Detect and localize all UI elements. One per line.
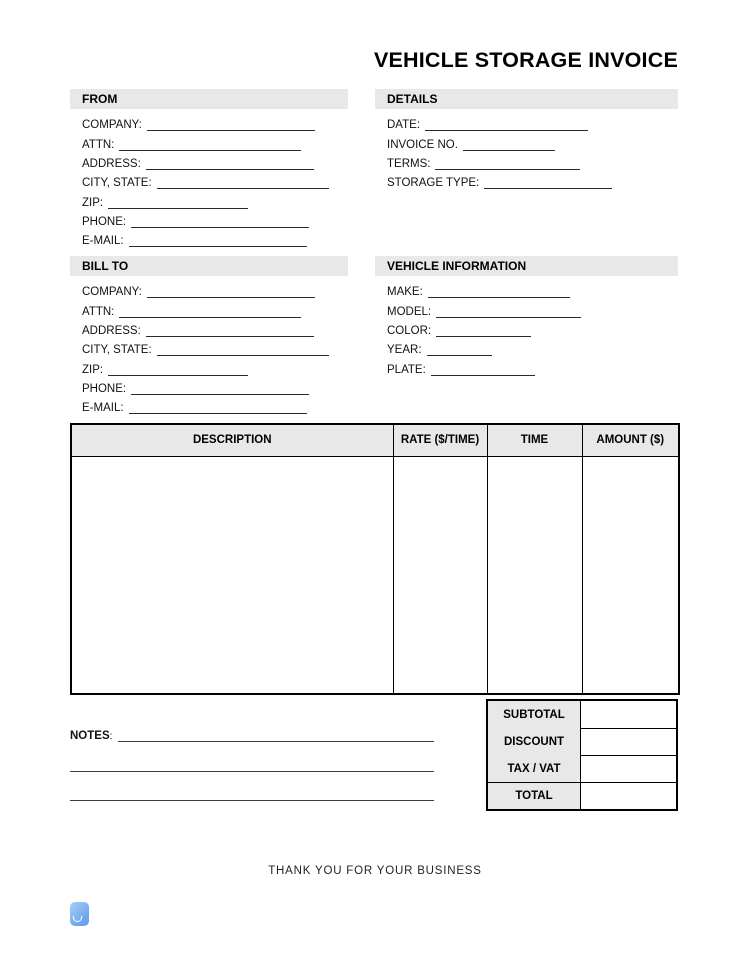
smile-app-logo-icon (70, 902, 89, 926)
field-label: PLATE: (387, 363, 426, 376)
discount-value-cell[interactable] (581, 728, 676, 755)
field-city-state (82, 337, 348, 356)
field-attn (82, 298, 348, 317)
vehicle-fields (375, 279, 678, 376)
field-zip (82, 189, 348, 208)
notes-row-2 (70, 742, 434, 771)
notes-section (70, 713, 434, 801)
field-label: ADDRESS: (82, 158, 141, 171)
field-email (82, 228, 348, 247)
field-zip (82, 356, 348, 375)
field-plate (387, 356, 678, 375)
notes-line[interactable] (118, 730, 434, 742)
field-address (82, 151, 348, 170)
blank-line[interactable] (146, 157, 314, 170)
field-label: ZIP: (82, 196, 104, 209)
field-company (82, 279, 348, 298)
field-attn (82, 131, 348, 150)
details-fields (375, 112, 678, 189)
subtotal-label: SUBTOTAL (488, 701, 581, 728)
subtotal-value-cell[interactable] (581, 701, 676, 728)
field-storage-type (387, 170, 678, 189)
field-label: TERMS: (387, 158, 431, 171)
blank-line[interactable] (157, 343, 329, 356)
from-fields (70, 112, 348, 247)
blank-line[interactable] (147, 118, 315, 131)
total-label: TOTAL (488, 783, 581, 809)
details-section (375, 89, 678, 189)
field-city-state (82, 170, 348, 189)
field-label: PHONE: (82, 216, 127, 229)
blank-line[interactable] (431, 363, 535, 376)
field-label: ZIP: (82, 363, 104, 376)
discount-label: DISCOUNT (488, 728, 581, 755)
notes-label: NOTES: (70, 730, 113, 743)
bill-to-section (70, 256, 348, 414)
total-row (488, 782, 676, 809)
blank-line[interactable] (119, 138, 301, 151)
column-header-description: DESCRIPTION (71, 424, 393, 456)
rate-cell[interactable] (393, 456, 487, 694)
blank-line[interactable] (146, 324, 314, 337)
details-section-header: DETAILS (375, 89, 678, 109)
vehicle-information-section (375, 256, 678, 376)
blank-line[interactable] (436, 305, 581, 318)
notes-row-3 (70, 772, 434, 801)
field-email (82, 395, 348, 414)
blank-line[interactable] (157, 176, 329, 189)
field-terms (387, 151, 678, 170)
subtotal-row (488, 701, 676, 728)
description-cell[interactable] (71, 456, 393, 694)
from-section (70, 89, 348, 247)
field-label: DATE: (387, 119, 421, 132)
column-header-amount: AMOUNT ($) (582, 424, 679, 456)
field-address (82, 318, 348, 337)
field-label: COMPANY: (82, 286, 142, 299)
field-phone (82, 209, 348, 228)
blank-line[interactable] (129, 401, 307, 414)
blank-line[interactable] (463, 138, 555, 151)
column-header-rate: RATE ($/TIME) (393, 424, 487, 456)
blank-line[interactable] (425, 118, 588, 131)
thank-you-message: THANK YOU FOR YOUR BUSINESS (268, 865, 482, 877)
blank-line[interactable] (129, 234, 307, 247)
field-label: ATTN: (82, 138, 115, 151)
totals-table (486, 699, 678, 811)
blank-line[interactable] (119, 305, 301, 318)
field-label: E-MAIL: (82, 235, 124, 248)
tax-vat-label: TAX / VAT (488, 755, 581, 782)
notes-line[interactable] (70, 789, 434, 801)
field-label: COLOR: (387, 325, 432, 338)
notes-row-1 (70, 713, 434, 742)
bill-to-fields (70, 279, 348, 414)
bill-to-section-header: BILL TO (70, 256, 348, 276)
blank-line[interactable] (427, 343, 492, 356)
blank-line[interactable] (108, 363, 248, 376)
field-label: INVOICE NO. (387, 138, 458, 151)
field-color (387, 318, 678, 337)
blank-line[interactable] (131, 215, 309, 228)
amount-cell[interactable] (582, 456, 679, 694)
field-label: STORAGE TYPE: (387, 177, 480, 190)
time-cell[interactable] (487, 456, 582, 694)
items-body-row (71, 456, 679, 694)
field-year (387, 337, 678, 356)
field-company (82, 112, 348, 131)
blank-line[interactable] (484, 176, 612, 189)
vehicle-information-header: VEHICLE INFORMATION (375, 256, 678, 276)
line-items-table (70, 423, 680, 695)
field-label: MODEL: (387, 305, 432, 318)
document-title: VEHICLE STORAGE INVOICE (373, 48, 678, 72)
items-header-row (71, 424, 679, 456)
blank-line[interactable] (436, 324, 531, 337)
field-label: MAKE: (387, 286, 423, 299)
blank-line[interactable] (147, 285, 315, 298)
from-section-header: FROM (70, 89, 348, 109)
field-invoice-no (387, 131, 678, 150)
blank-line[interactable] (428, 285, 570, 298)
field-make (387, 279, 678, 298)
blank-line[interactable] (131, 382, 309, 395)
field-date (387, 112, 678, 131)
field-phone (82, 376, 348, 395)
blank-line[interactable] (435, 157, 580, 170)
discount-row (488, 728, 676, 755)
column-header-time: TIME (487, 424, 582, 456)
field-model (387, 298, 678, 317)
field-label: ADDRESS: (82, 325, 141, 338)
field-label: YEAR: (387, 344, 422, 357)
tax-vat-row (488, 755, 676, 782)
total-value-cell[interactable] (581, 783, 676, 809)
field-label: CITY, STATE: (82, 177, 152, 190)
notes-line[interactable] (70, 760, 434, 772)
blank-line[interactable] (108, 196, 248, 209)
field-label: COMPANY: (82, 119, 142, 132)
field-label: ATTN: (82, 305, 115, 318)
field-label: PHONE: (82, 383, 127, 396)
smile-glyph (73, 916, 82, 922)
tax-vat-value-cell[interactable] (581, 755, 676, 782)
field-label: E-MAIL: (82, 402, 124, 415)
field-label: CITY, STATE: (82, 344, 152, 357)
